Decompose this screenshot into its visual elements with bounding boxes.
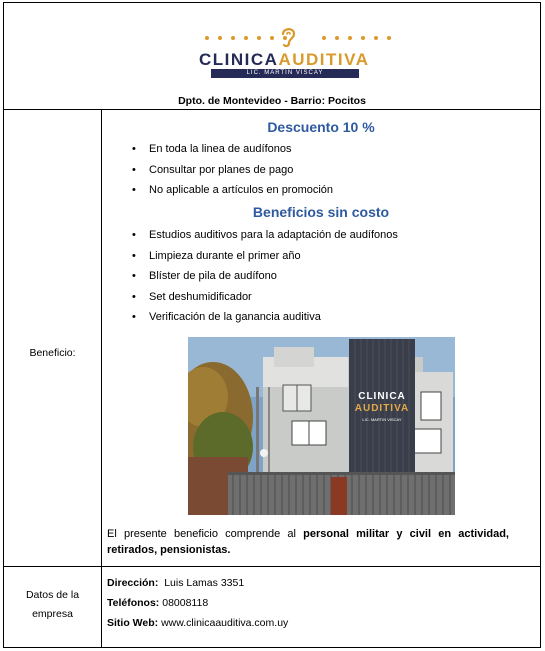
list-item: • En toda la linea de audífonos xyxy=(102,139,333,160)
logo-dots-icon xyxy=(205,36,391,40)
list-item: • Blíster de pila de audífono xyxy=(102,266,398,287)
sign-line-1: CLINICA xyxy=(358,391,406,402)
discount-list xyxy=(102,139,333,201)
list-item: • Verificación de la ganancia auditiva xyxy=(102,307,398,328)
company-website[interactable]: Sitio Web: www.clinicaauditiva.com.uy xyxy=(107,617,289,629)
logo-tagline: LIC. MARTÍN VISCAY xyxy=(211,69,359,78)
location-text: Dpto. de Montevideo - Barrio: Pocitos xyxy=(178,95,366,107)
free-benefits-list xyxy=(102,225,398,328)
table-divider xyxy=(4,109,540,110)
logo-wordmark: CLINICAAUDITIVA xyxy=(199,50,370,69)
benefit-label: Beneficio: xyxy=(29,347,76,359)
company-label: Datos de la empresa xyxy=(25,589,80,620)
clinica-auditiva-logo xyxy=(199,22,379,78)
list-item: • No aplicable a artículos en promoción xyxy=(102,180,333,201)
company-phone: Teléfonos: 08008118 xyxy=(107,597,209,609)
benefit-scope-paragraph: El presente beneficio comprende al personal militar y civil en actividad, retirados, pensionistas. xyxy=(107,528,509,556)
clinic-building-photo xyxy=(188,337,455,515)
benefit-scope-bold: personal militar y civil en actividad, retirados, pensionistas. xyxy=(107,528,509,556)
discount-heading: Descuento 10 % xyxy=(267,119,375,135)
sign-line-2: AUDITIVA xyxy=(354,403,410,414)
list-item: • Estudios auditivos para la adaptación de audífonos xyxy=(102,225,398,246)
benefit-table xyxy=(3,2,541,648)
list-item: • Set deshumidificador xyxy=(102,287,398,308)
ear-icon xyxy=(279,25,297,49)
company-address: Dirección: Luis Lamas 3351 xyxy=(107,577,245,589)
website-link[interactable]: www.clinicaauditiva.com.uy xyxy=(161,617,289,629)
table-divider xyxy=(4,566,540,567)
free-benefits-heading: Beneficios sin costo xyxy=(252,204,390,220)
sign-line-3: LIC. MARTIN VISCAY xyxy=(362,417,402,422)
list-item: • Consultar por planes de pago xyxy=(102,160,333,181)
list-item: • Limpieza durante el primer año xyxy=(102,246,398,267)
